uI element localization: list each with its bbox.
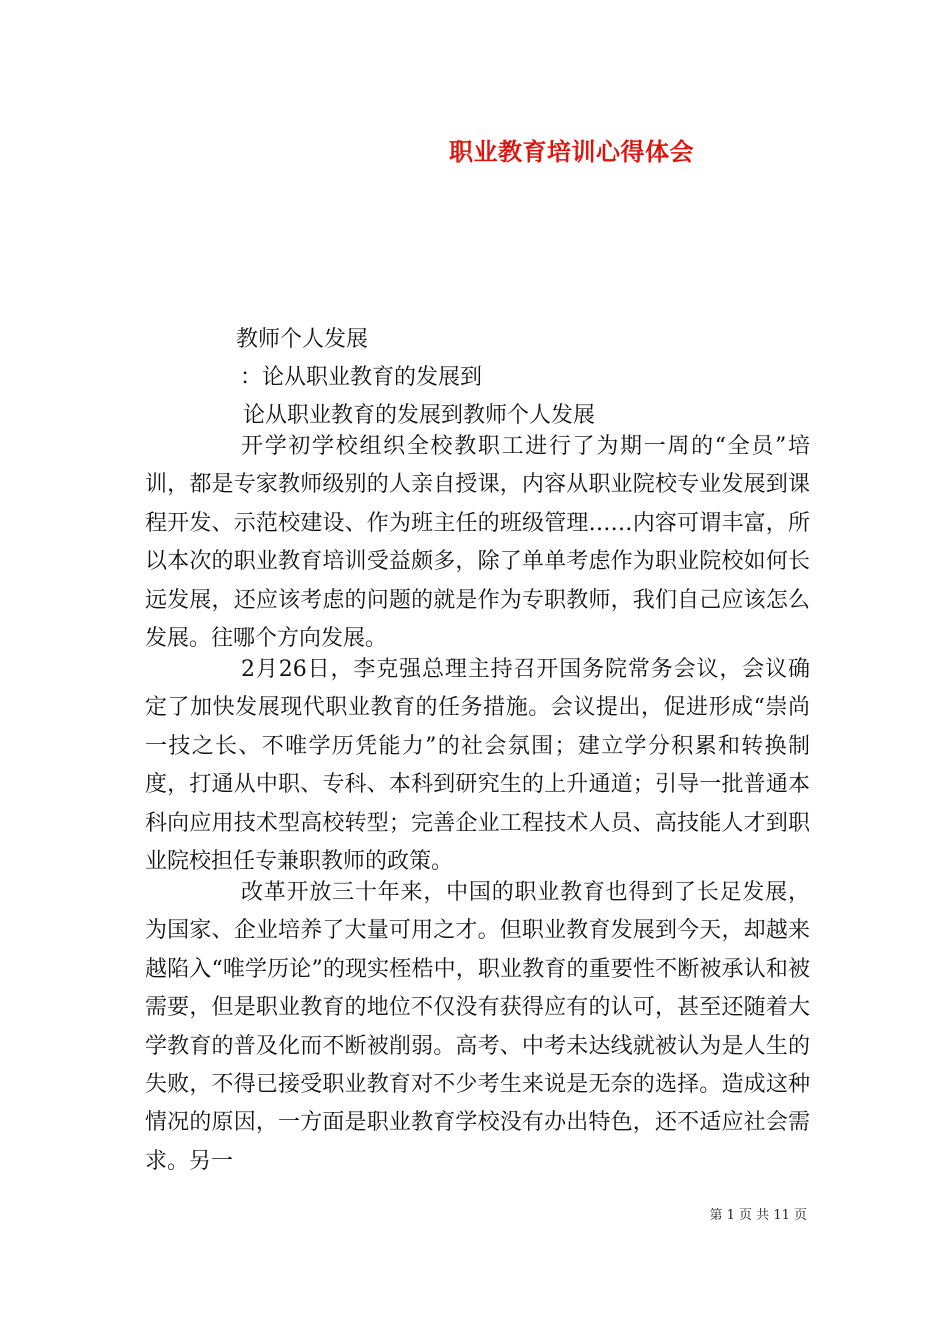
paragraph-2: 2月26日，李克强总理主持召开国务院常务会议，会议确定了加快发展现代职业教育的任务措施。会议提出，促进形成“崇尚一技之长、不唯学历凭能力”的社会氛围；建立学分积累和转换制度，打通从中职、专科、本科到研究生的上升通道；引导一批普通本科向应用技术型高校转型；完善企业工程技术人员、高技能人才到职业院校担任专兼职教师的政策。 [145, 657, 810, 875]
heading-line-3: 论从职业教育的发展到教师个人发展 [243, 403, 596, 428]
page-footer: 第 1 页 共 11 页 [709, 1208, 807, 1223]
paragraph-3: 改革开放三十年来，中国的职业教育也得到了长足发展，为国家、企业培养了大量可用之才。但职业教育发展到今天，却越来越陷入“唯学历论”的现实桎梏中，职业教育的重要性不断被承认和被需要，但是职业教育的地位不仅没有获得应有的认可，甚至还随着大学教育的普及化而不断被削弱。高考、中考未达线就被认为是人生的失败，不得已接受职业教育对不少考生来说是无奈的选择。造成这种情况的原因，一方面是职业教育学校没有办出特色，还不适应社会需求。另一 [145, 880, 810, 1174]
paragraph-1: 开学初学校组织全校教职工进行了为期一周的“全员”培训，都是专家教师级别的人亲自授课，内容从职业院校专业发展到课程开发、示范校建设、作为班主任的班级管理……内容可谓丰富，所以本次的职业教育培训受益颇多，除了单单考虑作为职业院校如何长远发展，还应该考虑的问题的就是作为专职教师，我们自己应该怎么发展。往哪个方向发展。 [145, 434, 810, 652]
document-title: 职业教育培训心得体会 [449, 137, 694, 166]
heading-line-1: 教师个人发展 [236, 327, 369, 352]
heading-line-2: ：论从职业教育的发展到 [240, 365, 483, 390]
